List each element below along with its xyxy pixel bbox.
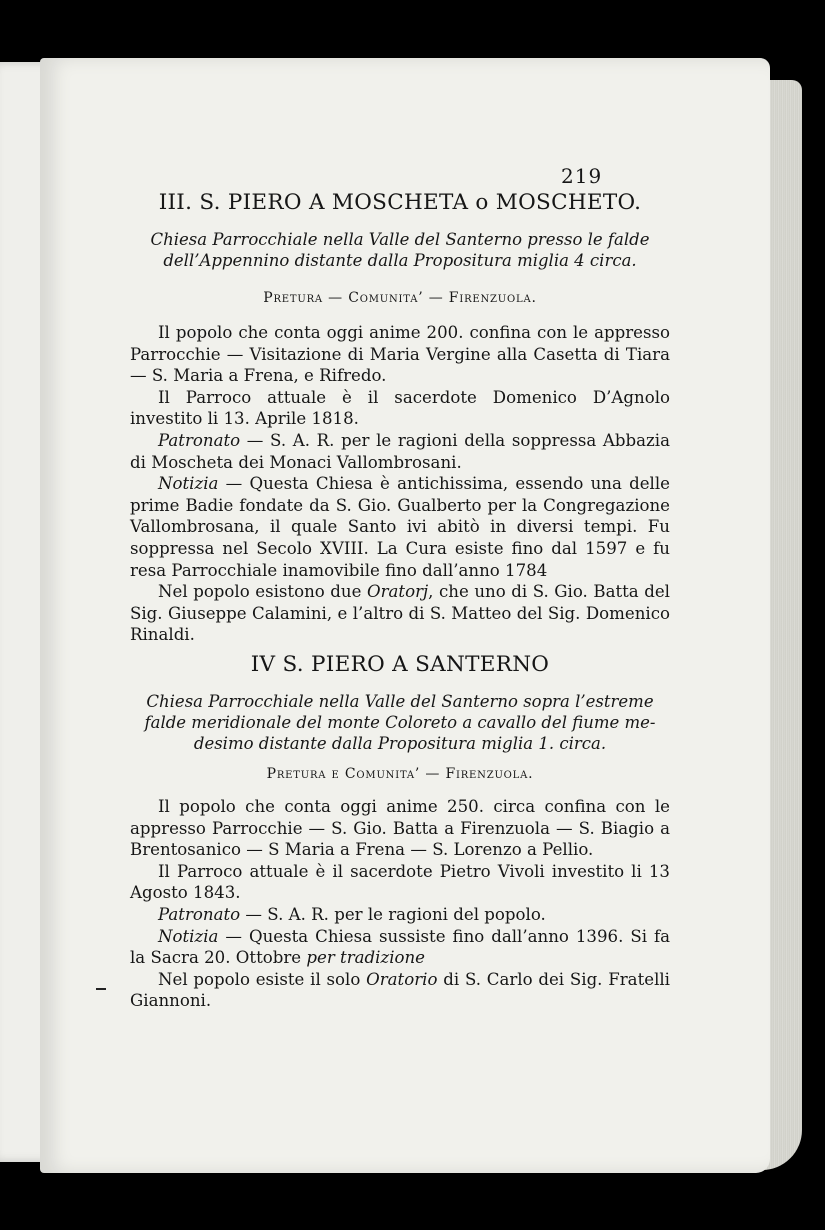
- notizia-label: Notizia: [158, 926, 219, 946]
- paragraph: Nel popolo esistono due Oratorj, che uno di S. Gio. Batta del Sig. Giuseppe Calamini, e l’altro di S. Matteo del Sig. Domenico Rinaldi.: [130, 582, 670, 645]
- section-iv-subtitle: [130, 691, 670, 754]
- section-iii-pretura: Pretura — Comunita’ — Firenzuola.: [263, 290, 537, 306]
- paragraph: Il Parroco attuale è il sacerdote Domenico D’Agnolo investito li 13. Aprile 1818.: [130, 387, 670, 429]
- section-iii: [130, 190, 670, 271]
- notizia-label: Notizia: [158, 474, 219, 494]
- section-iv-body: [130, 796, 670, 1012]
- subtitle-line: Chiesa Parrocchiale nella Valle del Santerno presso le falde: [150, 230, 650, 249]
- section-iv-pretura-block: [130, 766, 670, 782]
- section-iii-subtitle: [130, 229, 670, 271]
- paragraph: Notizia — Questa Chiesa è antichissima, essendo una delle prime Badie fondate da S. Gio. Gualberto per la Congregazione Vallombrosana, il quale Santo ivi abitò in diversi tempi. Fu soppressa nel Secolo XVIII. La Cura esiste fino dal 1597 e fu resa Parrocchiale inamovibile fino dall’anno 1784: [130, 474, 670, 580]
- section-iii-heading: III. S. PIERO A MOSCHETA o MOSCHETO.: [158, 190, 642, 215]
- book-page: [40, 58, 770, 1173]
- section-iv-pretura: Pretura e Comunita’ — Firenzuola.: [266, 766, 534, 782]
- paragraph: Patronato — S. A. R. per le ragioni della soppressa Abbazia di Moscheta dei Monaci Vallombrosani.: [130, 430, 670, 472]
- section-iv-heading: IV S. PIERO A SANTERNO: [250, 652, 550, 677]
- subtitle-line: desimo distante dalla Propositura miglia 1. circa.: [193, 734, 607, 753]
- section-iii-pretura-block: [130, 290, 670, 306]
- paragraph: Nel popolo esiste il solo Oratorio di S. Carlo dei Sig. Fratelli Giannoni.: [130, 969, 670, 1011]
- paragraph: Il Parroco attuale è il sacerdote Pietro Vivoli investito li 13 Agosto 1843.: [130, 861, 670, 903]
- paragraph: Il popolo che conta oggi anime 250. circa confina con le appresso Parrocchie — S. Gio. Batta a Firenzuola — S. Biagio a Brentosanico — S Maria a Frena — S. Lorenzo a Pellio.: [130, 797, 670, 860]
- page-number: 219: [561, 164, 603, 188]
- subtitle-line: Chiesa Parrocchiale nella Valle del Santerno sopra l’estreme: [146, 692, 654, 711]
- subtitle-line: dell’Appennino distante dalla Propositura miglia 4 circa.: [163, 251, 637, 270]
- patronato-label: Patronato: [158, 904, 241, 924]
- paragraph: Il popolo che conta oggi anime 200. confina con le appresso Parrocchie — Visitazione di Maria Vergine alla Casetta di Tiara — S. Maria a Frena, e Rifredo.: [130, 323, 670, 386]
- paragraph: Patronato — S. A. R. per le ragioni del popolo.: [158, 904, 546, 924]
- section-iv: [130, 652, 670, 754]
- patronato-label: Patronato: [158, 430, 241, 450]
- subtitle-line: falde meridionale del monte Coloreto a cavallo del fiume me-: [144, 713, 656, 732]
- paragraph: Notizia — Questa Chiesa sussiste fino dall’anno 1396. Si fa la Sacra 20. Ottobre per tradizione: [130, 926, 670, 968]
- section-iii-body: [130, 322, 670, 646]
- margin-mark: [96, 988, 106, 990]
